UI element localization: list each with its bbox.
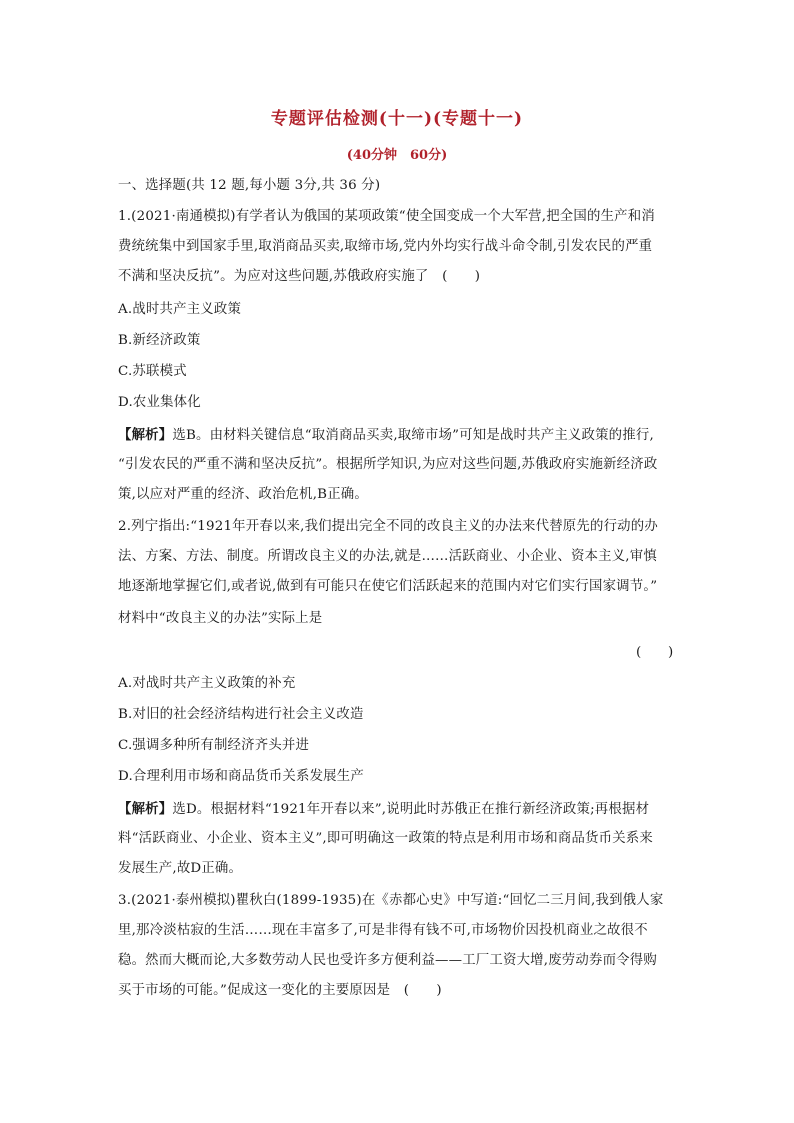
question-1-analysis-line-1 (118, 425, 688, 446)
question-2-line-1: 2.列宁指出:“1921年开春以来,我们提出完全不同的改良主义的办法来代替原先的行动的办 (118, 519, 658, 534)
question-2-analysis-line-2: 料“活跃商业、小企业、资本主义”,即可明确这一政策的特点是利用市场和商品货币关系来 (118, 831, 653, 846)
question-2-line-3: 地逐渐地掌握它们,或者说,做到有可能只在使它们活跃起来的范围内对它们实行国家调节。” (118, 579, 658, 594)
page-title: 专题评估检测(十一)(专题十一) (270, 109, 524, 129)
question-2-option-a: A.对战时共产主义政策的补充 (118, 676, 296, 691)
question-3-line-1: 3.(2021·泰州模拟)瞿秋白(1899-1935)在《赤都心史》中写道:“回忆二三月间,我到俄人家 (118, 893, 664, 908)
question-2-option-c: C.强调多种所有制经济齐头并进 (118, 738, 310, 753)
question-2-line-4: 材料中“改良主义的办法”实际上是 (118, 611, 323, 626)
analysis-tag: 【解析】 (118, 427, 173, 443)
question-1-option-a: A.战时共产主义政策 (118, 302, 242, 317)
question-3-line-3: 稳。然而大概而论,大多数劳动人民也受许多方便利益——工厂工资大增,废劳动券而令得购 (118, 953, 657, 968)
question-2-option-b: B.对旧的社会经济结构进行社会主义改造 (118, 707, 364, 722)
question-1-line-1: 1.(2021·南通模拟)有学者认为俄国的某项政策“使全国变成一个大军营,把全国的生产和消 (118, 209, 655, 224)
question-2-line-2: 法、方案、方法、制度。所谓改良主义的办法,就是……活跃商业、小企业、资本主义,审慎 (118, 549, 657, 564)
question-3-line-4: 买于市场的可能。”促成这一变化的主要原因是 ( ) (118, 983, 442, 998)
section-heading: 一、选择题(共 12 题,每小题 3分,共 36 分) (118, 178, 381, 193)
analysis-text: 选B。由材料关键信息“取消商品买卖,取缔市场”可知是战时共产主义政策的推行, (172, 428, 654, 443)
question-2-analysis-line-1 (118, 799, 688, 820)
question-1-analysis-line-2: “引发农民的严重不满和坚决反抗”。根据所学知识,为应对这些问题,苏俄政府实施新经济政 (118, 457, 658, 472)
question-1-option-d: D.农业集体化 (118, 395, 201, 410)
question-1-analysis-line-3: 策,以应对严重的经济、政治危机,B正确。 (118, 487, 368, 502)
question-2-answer-paren: ( ) (636, 645, 674, 660)
analysis-text: 选D。根据材料“1921年开春以来”,说明此时苏俄正在推行新经济政策;再根据材 (172, 802, 650, 817)
question-2-analysis-line-3: 发展生产,故D正确。 (118, 861, 243, 876)
question-3-line-2: 里,那冷淡枯寂的生活……现在丰富多了,可是非得有钱不可,市场物价因投机商业之故很不 (118, 923, 648, 938)
question-1-option-b: B.新经济政策 (118, 333, 201, 348)
question-1-line-2: 费统统集中到国家手里,取消商品买卖,取缔市场,党内外均实行战斗命令制,引发农民的严重 (118, 239, 653, 254)
question-2-option-d: D.合理利用市场和商品货币关系发展生产 (118, 769, 364, 784)
analysis-tag: 【解析】 (118, 801, 173, 817)
question-1-option-c: C.苏联模式 (118, 364, 187, 379)
question-1-line-3: 不满和坚决反抗”。为应对这些问题,苏俄政府实施了 ( ) (118, 269, 481, 284)
page-subtitle: (40分钟 60分) (346, 148, 448, 163)
